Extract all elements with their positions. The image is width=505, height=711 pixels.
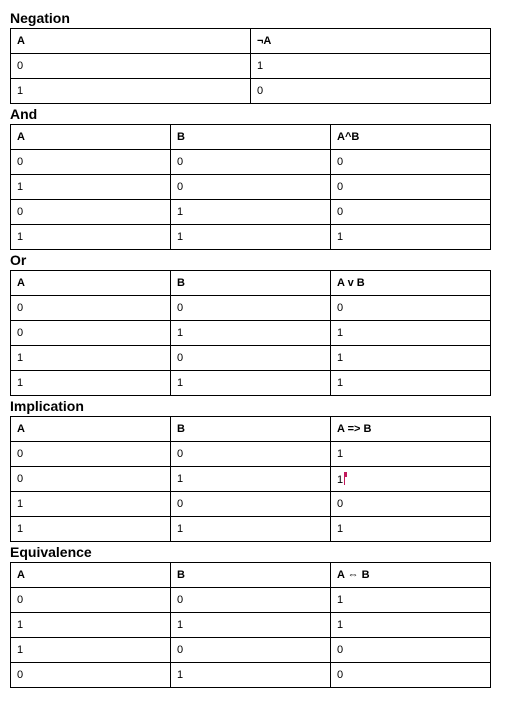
header-cell[interactable]: B [171, 563, 331, 588]
table-cell[interactable]: 0 [331, 200, 491, 225]
table-row [11, 517, 491, 542]
table-cell[interactable]: 0 [331, 638, 491, 663]
table-cell[interactable]: 0 [11, 467, 171, 492]
table-cell[interactable]: 0 [331, 663, 491, 688]
table-row [11, 663, 491, 688]
table-cell[interactable]: 0 [171, 175, 331, 200]
table-cell[interactable]: 0 [251, 79, 491, 104]
table-cell[interactable]: 1 [171, 663, 331, 688]
table-cell[interactable]: 1 [251, 54, 491, 79]
table-row [11, 346, 491, 371]
table-row [11, 150, 491, 175]
header-cell[interactable]: A => B [331, 417, 491, 442]
header-cell[interactable]: B [171, 417, 331, 442]
table-cell[interactable]: 1 [171, 200, 331, 225]
table-cell[interactable]: 1 [331, 225, 491, 250]
table-cell[interactable]: 1 [11, 638, 171, 663]
table-cell[interactable]: 1 [11, 613, 171, 638]
table-row [11, 79, 491, 104]
header-cell[interactable]: A [11, 125, 171, 150]
table-cell[interactable]: 0 [11, 321, 171, 346]
section-title-or: Or [10, 252, 27, 268]
table-cell[interactable]: 0 [11, 150, 171, 175]
text-cursor-icon [344, 472, 345, 485]
header-cell[interactable]: B [171, 125, 331, 150]
table-cell[interactable]: 0 [11, 296, 171, 321]
table-equivalence [10, 562, 491, 688]
table-row [11, 296, 491, 321]
table-cell[interactable]: 0 [11, 54, 251, 79]
table-cell[interactable]: 1 [171, 371, 331, 396]
table-cell[interactable]: 1 [331, 346, 491, 371]
table-row [11, 371, 491, 396]
table-cell[interactable]: 0 [171, 638, 331, 663]
table-cell[interactable]: 1 [331, 613, 491, 638]
table-header-row [11, 271, 491, 296]
table-cell[interactable]: 1 [11, 517, 171, 542]
table-cell[interactable]: 1 [331, 442, 491, 467]
table-row [11, 225, 491, 250]
table-cell[interactable]: 0 [11, 588, 171, 613]
table-row [11, 638, 491, 663]
table-cell[interactable]: 0 [331, 175, 491, 200]
table-cell[interactable]: 1 [11, 492, 171, 517]
table-header-row [11, 563, 491, 588]
table-cell[interactable]: 0 [331, 492, 491, 517]
table-cell[interactable]: 0 [171, 296, 331, 321]
table-row [11, 175, 491, 200]
table-header-row [11, 417, 491, 442]
header-cell[interactable]: ¬A [251, 29, 491, 54]
table-cell[interactable]: 0 [171, 442, 331, 467]
section-title-equivalence: Equivalence [10, 544, 92, 560]
table-cell[interactable]: 0 [331, 150, 491, 175]
table-header-row [11, 125, 491, 150]
section-title-and: And [10, 106, 38, 122]
header-cell[interactable]: A [11, 271, 171, 296]
header-cell[interactable]: A v B [331, 271, 491, 296]
table-cell-active[interactable] [331, 467, 491, 492]
table-cell-text: 1 [337, 474, 344, 486]
header-cell[interactable]: A^B [331, 125, 491, 150]
table-cell[interactable]: 0 [171, 150, 331, 175]
table-row [11, 321, 491, 346]
table-row [11, 200, 491, 225]
table-negation [10, 28, 491, 104]
table-row [11, 54, 491, 79]
header-cell[interactable]: A [11, 29, 251, 54]
table-row [11, 588, 491, 613]
table-cell[interactable]: 1 [171, 467, 331, 492]
table-row [11, 492, 491, 517]
table-header-row [11, 29, 491, 54]
table-cell[interactable]: 1 [171, 321, 331, 346]
header-cell[interactable]: A [11, 563, 171, 588]
table-cell[interactable]: 0 [171, 492, 331, 517]
table-row [11, 613, 491, 638]
table-and [10, 124, 491, 250]
table-cell[interactable]: 0 [11, 200, 171, 225]
table-implication [10, 416, 491, 542]
table-cell[interactable]: 0 [171, 346, 331, 371]
table-or [10, 270, 491, 396]
table-cell[interactable]: 1 [11, 371, 171, 396]
document-body [10, 0, 490, 688]
table-cell[interactable]: 0 [171, 588, 331, 613]
table-cell[interactable]: 1 [11, 225, 171, 250]
section-title-implication: Implication [10, 398, 84, 414]
header-cell[interactable]: A ⇔ B [331, 563, 491, 588]
table-cell[interactable]: 1 [331, 321, 491, 346]
header-cell[interactable]: B [171, 271, 331, 296]
table-row [11, 442, 491, 467]
table-cell[interactable]: 1 [331, 371, 491, 396]
table-cell[interactable]: 1 [11, 346, 171, 371]
header-cell[interactable]: A [11, 417, 171, 442]
table-cell[interactable]: 0 [11, 442, 171, 467]
section-title-negation: Negation [10, 10, 70, 26]
table-cell[interactable]: 1 [331, 517, 491, 542]
table-cell[interactable]: 1 [11, 79, 251, 104]
table-cell[interactable]: 1 [171, 517, 331, 542]
table-cell[interactable]: 1 [171, 613, 331, 638]
table-cell[interactable]: 1 [11, 175, 171, 200]
table-cell[interactable]: 1 [331, 588, 491, 613]
table-cell[interactable]: 1 [171, 225, 331, 250]
table-row [11, 467, 491, 492]
table-cell[interactable]: 0 [11, 663, 171, 688]
table-cell[interactable]: 0 [331, 296, 491, 321]
